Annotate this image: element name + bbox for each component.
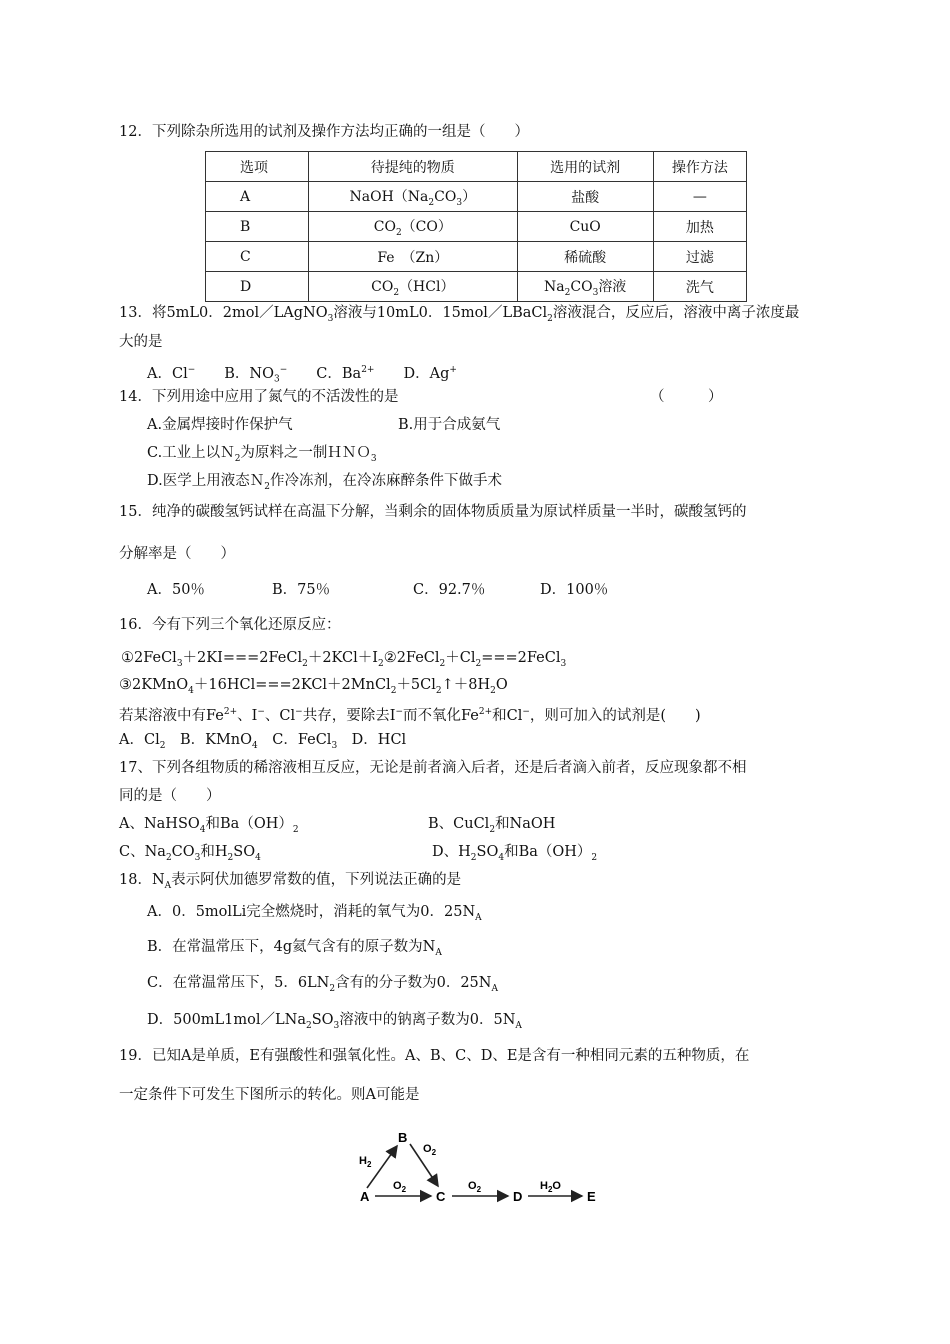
q18-option-c: C．在常温常压下，5．$6LN_2$含有的分子数为0．$25N_A$ [147, 975, 498, 994]
q17-option-d: D、$H_2SO_4$和$Ba(OH)_2$ [432, 844, 598, 863]
table-row [206, 212, 747, 242]
q12-table [205, 151, 747, 302]
q18-option-d: D．$500mL1mol/LNa_2SO_3$溶液中的钠离子数为0．$5N_A$ [147, 1012, 522, 1031]
cell-method: 洗气 [653, 272, 746, 302]
q15-stem-line2: 分解率是（ ） [119, 546, 235, 562]
header-reagent: 选用的试剂 [517, 152, 653, 182]
conversion-diagram [355, 1128, 605, 1208]
q13-stem-line1: 13．将5mL0．2mol／LAgNO$_3$溶液与10mL0．15mol／LBaCl$_2$溶液混合，反应后，溶液中离子浓度最 [119, 305, 800, 324]
cell-reagent: $Na_2CO_3$溶液 [517, 272, 653, 302]
q14-option-b: B.用于合成氨气 [398, 417, 501, 433]
q17-option-b: B、CuCl$_2$和NaOH [428, 816, 556, 835]
q18-option-b: B．在常温常压下，4g氦气含有的原子数为$N_A$ [147, 939, 442, 958]
q16-reaction-line2: $③2KMnO_4+16HCl===2KCl+2MnCl_2+5Cl_2↑+8H_2O$ [119, 677, 508, 696]
cell-substance: Fe （Zn） [309, 242, 518, 272]
node-a: A [360, 1189, 370, 1204]
table-row [206, 182, 747, 212]
q18-option-a: A．0．5molLi完全燃烧时，消耗的氧气为0．$25N_A$ [147, 904, 482, 923]
q12-stem: 12．下列除杂所选用的试剂及操作方法均正确的一组是（ ） [119, 124, 529, 140]
label-o2-cd: $O_2$ [468, 1180, 482, 1194]
table-row [206, 272, 747, 302]
q15-option-b: B．75％ [272, 582, 331, 598]
cell-option: B [206, 212, 309, 242]
q16-options: A．$Cl_2$ B．KMnO$_4$ C．FeCl$_3$ D．HCl [119, 732, 407, 751]
q19-stem-line2: 一定条件下可发生下图所示的转化。则A可能是 [119, 1087, 420, 1103]
q17-option-c: C、$Na_2CO_3$和$H_2SO_4$ [119, 844, 261, 863]
q14-option-a: A.金属焊接时作保护气 [147, 417, 293, 433]
q14-stem: 14．下列用途中应用了氮气的不活泼性的是 [119, 389, 399, 405]
cell-substance: $CO_2(CO)$ [309, 212, 518, 242]
header-substance: 待提纯的物质 [309, 152, 518, 182]
table-row [206, 242, 747, 272]
table-header-row [206, 152, 747, 182]
cell-option: A [206, 182, 309, 212]
q14-bracket: （ ） [650, 389, 723, 405]
cell-method: 加热 [653, 212, 746, 242]
cell-reagent: 盐酸 [517, 182, 653, 212]
node-e: E [587, 1189, 596, 1204]
cell-method: — [653, 182, 746, 212]
label-o2-bc: $O_2$ [423, 1143, 437, 1157]
q14-option-c: C.工业上以Ｎ$_2$为原料之一制ＨＮＯ$_3$ [147, 445, 377, 464]
q13-stem-line2: 大的是 [119, 334, 163, 350]
cell-reagent: 稀硫酸 [517, 242, 653, 272]
q16-reaction-line1: $①2FeCl_3+2KI===2FeCl_2+2KCl+I_2②2FeCl_2+Cl_2===2FeCl_3$ [121, 650, 567, 669]
q13-options: A．Cl− B．$NO_3^-$ C．$Ba^{2+}$ D．Ag+ [147, 365, 457, 385]
cell-method: 过滤 [653, 242, 746, 272]
header-option: 选项 [206, 152, 309, 182]
q15-option-c: C．92.7％ [413, 582, 486, 598]
q16-stem: 16．今有下列三个氧化还原反应： [119, 617, 341, 633]
q16-question: 若某溶液中有$Fe^{2+}$、I−、Cl−共存，要除去I−而不氧化$Fe^{2+}$和Cl−，则可加入的试剂是( ) [119, 707, 701, 724]
node-d: D [513, 1189, 523, 1204]
label-h2o: $H_2O$ [540, 1180, 561, 1194]
cell-substance: $CO_2(HCl)$ [309, 272, 518, 302]
header-method: 操作方法 [653, 152, 746, 182]
q17-option-a: A、NaHSO$_4$和$Ba(OH)_2$ [119, 816, 299, 835]
cell-option: D [206, 272, 309, 302]
cell-option: C [206, 242, 309, 272]
label-h2: $H_2$ [359, 1155, 372, 1169]
q15-stem-line1: 15．纯净的碳酸氢钙试样在高温下分解，当剩余的固体物质质量为原试样质量一半时，碳酸氢钙的 [119, 504, 747, 520]
q15-option-d: D．100％ [540, 582, 609, 598]
q17-stem-line1: 17、下列各组物质的稀溶液相互反应，无论是前者滴入后者，还是后者滴入前者，反应现象都不相 [119, 760, 747, 776]
q15-option-a: A．50％ [147, 582, 205, 598]
cell-substance: $NaOH(Na_2CO_3)$ [309, 182, 518, 212]
q14-option-d: D.医学上用液态Ｎ$_2$作冷冻剂，在冷冻麻醉条件下做手术 [147, 473, 502, 492]
node-b: B [398, 1130, 408, 1145]
label-o2-ac: $O_2$ [393, 1180, 407, 1194]
cell-reagent: CuO [517, 212, 653, 242]
q19-stem-line1: 19．已知A是单质，E有强酸性和强氧化性。A、B、C、D、E是含有一种相同元素的五种物质，在 [119, 1048, 750, 1064]
node-c: C [436, 1189, 446, 1204]
q18-stem: 18．$N_A$表示阿伏加德罗常数的值，下列说法正确的是 [119, 872, 462, 891]
q17-stem-line2: 同的是（ ） [119, 788, 221, 804]
